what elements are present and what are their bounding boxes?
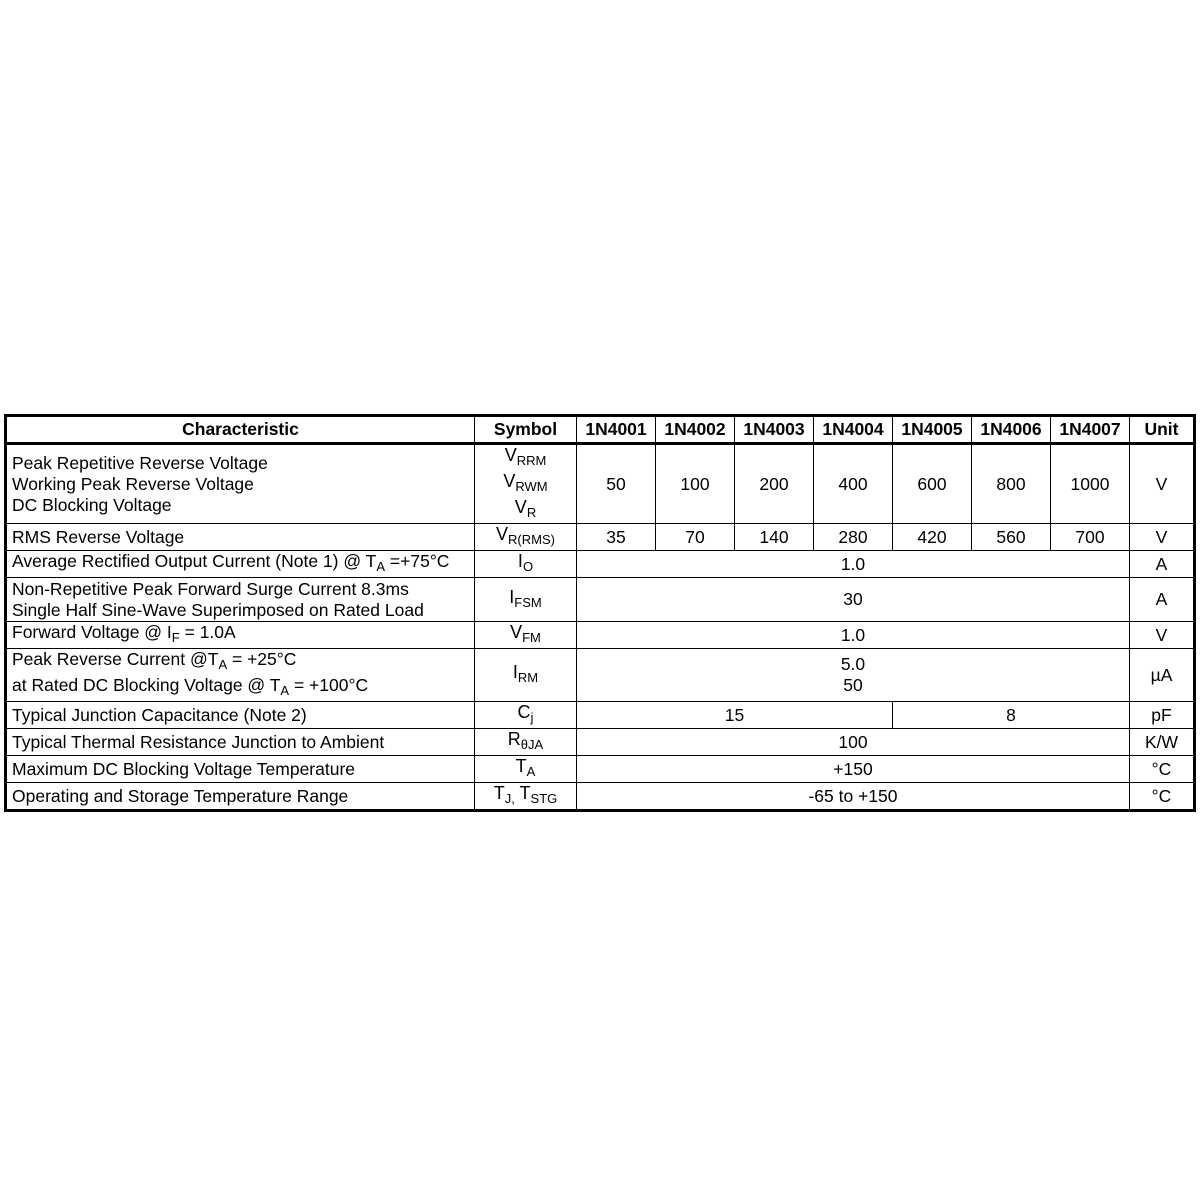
reverse-current-unit: µA	[1130, 649, 1195, 702]
reverse-current-labels	[6, 649, 475, 702]
row-max-temp	[6, 756, 1195, 783]
header-part-1n4007: 1N4007	[1051, 416, 1130, 444]
op-temp-unit: °C	[1130, 783, 1195, 811]
rms-voltage-1n4005: 420	[893, 524, 972, 551]
capacitance-label: Typical Junction Capacitance (Note 2)	[6, 702, 475, 729]
reverse-current-values	[577, 649, 1130, 702]
symbol-ifsm-sub: FSM	[514, 594, 542, 610]
header-unit: Unit	[1130, 416, 1195, 444]
peak-voltage-unit: V	[1130, 444, 1195, 524]
surge-current-labels	[6, 578, 475, 622]
header-part-1n4001: 1N4001	[577, 416, 656, 444]
forward-voltage-value: 1.0	[577, 622, 1130, 649]
rms-voltage-1n4002: 70	[656, 524, 735, 551]
symbol-cj-sub: j	[530, 710, 534, 725]
forward-voltage-label-b: = 1.0A	[179, 622, 236, 642]
reverse-line2-a: at Rated DC Blocking Voltage @ T	[12, 675, 281, 695]
reverse-current-symbol	[475, 649, 577, 702]
peak-voltage-1n4001: 50	[577, 444, 656, 524]
symbol-tj-base: T	[493, 783, 505, 803]
row-forward-voltage	[6, 622, 1195, 649]
surge-current-symbol	[475, 578, 577, 622]
forward-voltage-label-a: Forward Voltage @ I	[12, 622, 172, 642]
symbol-rtheta-sub: θJA	[520, 737, 544, 752]
capacitance-unit: pF	[1130, 702, 1195, 729]
reverse-line2-b: = +100°C	[289, 675, 369, 695]
max-temp-unit: °C	[1130, 756, 1195, 783]
symbol-vrrm-sub: RRM	[516, 453, 547, 468]
max-temp-value: +150	[577, 756, 1130, 783]
avg-current-symbol	[475, 551, 577, 578]
symbol-ta-sub: A	[526, 764, 536, 779]
symbol-vrms-base: V	[496, 524, 509, 544]
peak-voltage-1n4002: 100	[656, 444, 735, 524]
row-capacitance	[6, 702, 1195, 729]
label-surge-line2: Single Half Sine-Wave Superimposed on Rated Load	[12, 599, 424, 620]
peak-voltage-1n4006: 800	[972, 444, 1051, 524]
peak-voltage-symbols	[475, 444, 577, 524]
symbol-tj-sub: J,	[504, 791, 515, 806]
ratings-table	[4, 414, 1196, 812]
thermal-resistance-value: 100	[577, 729, 1130, 756]
row-thermal-resistance	[6, 729, 1195, 756]
op-temp-value: -65 to +150	[577, 783, 1130, 811]
symbol-irm-base: I	[512, 662, 518, 682]
reverse-line1-b: = +25°C	[227, 649, 297, 669]
symbol-vr-base: V	[514, 497, 527, 517]
row-reverse-current	[6, 649, 1195, 702]
capacitance-value-1n4005-1n4007: 8	[893, 702, 1130, 729]
header-part-1n4006: 1N4006	[972, 416, 1051, 444]
reverse-line1-a: Peak Reverse Current @T	[12, 649, 219, 669]
row-peak-voltage	[6, 444, 1195, 524]
label-reverse-line1	[12, 649, 471, 675]
peak-voltage-1n4007: 1000	[1051, 444, 1130, 524]
header-row	[6, 416, 1195, 444]
thermal-resistance-label: Typical Thermal Resistance Junction to Ambient	[6, 729, 475, 756]
rms-voltage-1n4001: 35	[577, 524, 656, 551]
row-op-temp	[6, 783, 1195, 811]
reverse-line1-sub: A	[218, 657, 228, 672]
label-reverse-line2	[12, 675, 471, 701]
peak-voltage-1n4005: 600	[893, 444, 972, 524]
peak-voltage-labels	[6, 444, 475, 524]
avg-current-label	[6, 551, 475, 578]
avg-current-label-b: =+75°C	[385, 551, 450, 571]
avg-current-label-sub: A	[376, 559, 386, 574]
op-temp-symbol	[475, 783, 577, 811]
rms-voltage-symbol	[475, 524, 577, 551]
reverse-line2-sub: A	[280, 683, 290, 698]
header-characteristic: Characteristic	[6, 416, 475, 444]
op-temp-label: Operating and Storage Temperature Range	[6, 783, 475, 811]
label-working-peak: Working Peak Reverse Voltage	[12, 473, 254, 494]
peak-voltage-1n4003: 200	[735, 444, 814, 524]
forward-voltage-label-sub: F	[171, 630, 180, 645]
rms-voltage-1n4007: 700	[1051, 524, 1130, 551]
symbol-vfm-sub: FM	[522, 630, 541, 645]
header-part-1n4002: 1N4002	[656, 416, 735, 444]
symbol-vr-sub: R	[526, 505, 537, 520]
forward-voltage-unit: V	[1130, 622, 1195, 649]
rms-voltage-1n4003: 140	[735, 524, 814, 551]
avg-current-value: 1.0	[577, 551, 1130, 578]
max-temp-symbol	[475, 756, 577, 783]
symbol-tstg-base: T	[514, 783, 531, 803]
label-dc-blocking: DC Blocking Voltage	[12, 494, 172, 515]
row-rms-voltage	[6, 524, 1195, 551]
forward-voltage-symbol	[475, 622, 577, 649]
avg-current-label-a: Average Rectified Output Current (Note 1) @ T	[12, 551, 377, 571]
capacitance-symbol	[475, 702, 577, 729]
symbol-cj-base: C	[517, 702, 531, 722]
symbol-ifsm-base: I	[509, 586, 515, 607]
symbol-rtheta-base: R	[507, 729, 521, 749]
symbol-irm-sub: RM	[517, 670, 539, 685]
reverse-current-100c: 50	[843, 675, 863, 695]
header-part-1n4005: 1N4005	[893, 416, 972, 444]
symbol-vfm-base: V	[510, 622, 523, 642]
symbol-vrrm-base: V	[504, 445, 517, 465]
thermal-resistance-unit: K/W	[1130, 729, 1195, 756]
row-avg-current	[6, 551, 1195, 578]
symbol-vrwm-base: V	[503, 471, 516, 491]
surge-current-unit: A	[1130, 578, 1195, 622]
symbol-vrwm-sub: RWM	[515, 479, 548, 494]
reverse-current-25c: 5.0	[840, 654, 866, 674]
rms-voltage-1n4006: 560	[972, 524, 1051, 551]
symbol-vrms-sub: R(RMS)	[508, 532, 555, 547]
symbol-ta-base: T	[515, 756, 527, 776]
symbol-io-sub: O	[522, 559, 534, 574]
row-surge-current	[6, 578, 1195, 622]
rms-voltage-unit: V	[1130, 524, 1195, 551]
header-symbol: Symbol	[475, 416, 577, 444]
avg-current-unit: A	[1130, 551, 1195, 578]
rms-voltage-label: RMS Reverse Voltage	[6, 524, 475, 551]
label-surge-line1: Non-Repetitive Peak Forward Surge Current 8.3ms	[12, 578, 409, 599]
header-part-1n4003: 1N4003	[735, 416, 814, 444]
label-peak-repetitive: Peak Repetitive Reverse Voltage	[12, 452, 268, 473]
symbol-tstg-sub: STG	[530, 791, 558, 806]
header-part-1n4004: 1N4004	[814, 416, 893, 444]
max-temp-label: Maximum DC Blocking Voltage Temperature	[6, 756, 475, 783]
peak-voltage-1n4004: 400	[814, 444, 893, 524]
thermal-resistance-symbol	[475, 729, 577, 756]
symbol-io-base: I	[517, 551, 523, 571]
surge-current-value: 30	[577, 578, 1130, 622]
forward-voltage-label	[6, 622, 475, 649]
rms-voltage-1n4004: 280	[814, 524, 893, 551]
capacitance-value-1n4001-1n4004: 15	[577, 702, 893, 729]
